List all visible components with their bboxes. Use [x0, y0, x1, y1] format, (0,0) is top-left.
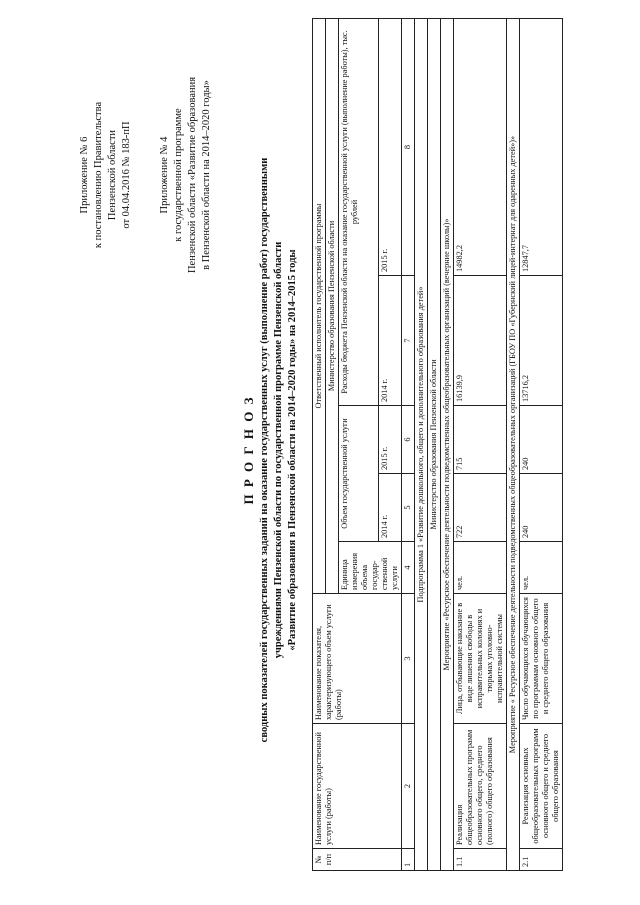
col-header-volume-2014: 2014 г. — [379, 474, 402, 542]
column-numbers-row — [402, 18, 415, 870]
unit-value: чел. — [454, 542, 507, 594]
header-line: Приложение № 6 — [79, 136, 90, 214]
header-line: Пензенской области — [107, 129, 118, 221]
expenses-2014: 13716,2 — [520, 276, 563, 406]
service-name: Реализация общеобразовательных программ основного общего, среднего (полного) общего образования — [454, 724, 507, 849]
expenses-2014: 16139,9 — [454, 276, 507, 406]
col-header-service: Наименование государственной услуги (работы) — [313, 724, 402, 849]
header-row-executor — [313, 18, 326, 870]
header-line: Пензенской области «Развитие образования — [187, 76, 198, 274]
col-header-executor: Ответственный исполнитель государственной программы — [313, 18, 326, 593]
header-line: в Пензенской области на 2014–2020 годы» — [201, 80, 212, 270]
header-line: Приложение № 4 — [159, 136, 170, 214]
ministry-title: Министерство образования Пензенской области — [428, 18, 441, 870]
column-number: 7 — [402, 276, 415, 406]
col-header-unit: Единица измерения объема государ-ственной услуги — [339, 542, 402, 594]
col-header-expenses-2014: 2014 г. — [379, 276, 402, 406]
event-row — [441, 18, 454, 870]
ministry-row — [428, 18, 441, 870]
row-number: 2.1 — [520, 849, 563, 871]
forecast-table — [312, 18, 563, 871]
service-name: Реализация основных общеобразовательных программ основного общего и среднего общего образования — [520, 724, 563, 849]
col-header-indicator: Наименование показателя, характеризующего объем услуги (работы) — [313, 594, 402, 724]
indicator-name: Число обучающихся обучающихся по программам основного общего и среднего общего образования — [520, 594, 563, 724]
header-line: к государственной программе — [173, 108, 184, 242]
column-number: 4 — [402, 542, 415, 594]
event-row — [507, 18, 520, 870]
table-row — [454, 18, 507, 870]
event-title: Мероприятие « Ресурсное обеспечение деятельности подведомственных общеобразовательных организаций (ГБОУ ПО «Губернский лицей-интернат для одаренных детей»)» — [507, 18, 520, 870]
subprogram-row — [415, 18, 428, 870]
event-title: Мероприятие «Ресурсное обеспечение деятельности подведомственных общеобразовательных организаций (вечерние школы)» — [441, 18, 454, 870]
expenses-2015: 12847,7 — [520, 18, 563, 275]
column-number: 1 — [402, 849, 415, 871]
title-line: сводных показателей государственных заданий на оказание государственных услуг (выполнение работ) государственными — [259, 157, 270, 743]
volume-2014: 240 — [520, 474, 563, 542]
col-header-no: № п/п — [313, 849, 402, 871]
col-header-volume: Объем государственной услуги — [339, 406, 379, 542]
volume-2015: 240 — [520, 406, 563, 474]
title-heading: П Р О Г Н О З — [241, 395, 256, 505]
volume-2014: 722 — [454, 474, 507, 542]
document-title — [240, 35, 300, 865]
col-header-expenses: Расходы бюджета Пензенской области на оказание государственной услуги (выполнение работы), тыс. рублей — [339, 18, 379, 405]
column-number: 3 — [402, 594, 415, 724]
table-row — [520, 18, 563, 870]
column-number: 8 — [402, 18, 415, 275]
col-header-volume-2015: 2015 г. — [379, 406, 402, 474]
subprogram-title: Подпрограмма 1 «Развитие дошкольного, общего и дополнительного образования детей» — [415, 18, 428, 870]
column-number: 2 — [402, 724, 415, 849]
volume-2015: 715 — [454, 406, 507, 474]
column-number: 6 — [402, 406, 415, 474]
appendix-header-decree — [78, 45, 134, 305]
title-line: учреждениями Пензенской области по государственной программе Пензенской области — [273, 241, 284, 659]
indicator-name: Лица, отбывающие наказание в виде лишения свободы в исправительных колониях и тюрьмах уголовно-исправительной системы — [454, 594, 507, 724]
title-line: «Развитие образования в Пензенской области на 2014–2020 годы» на 2014–2015 годы — [287, 249, 298, 651]
unit-value: чел. — [520, 542, 563, 594]
appendix-header-program — [158, 45, 214, 305]
header-line: от 04.04.2016 № 183-пП — [121, 121, 132, 229]
header-line: к постановлению Правительства — [93, 101, 104, 249]
column-number: 5 — [402, 474, 415, 542]
col-header-ministry: Министерство образования Пензенской области — [326, 18, 339, 593]
row-number: 1.1 — [454, 849, 507, 871]
col-header-expenses-2015: 2015 г. — [379, 18, 402, 275]
expenses-2015: 14982,2 — [454, 18, 507, 275]
